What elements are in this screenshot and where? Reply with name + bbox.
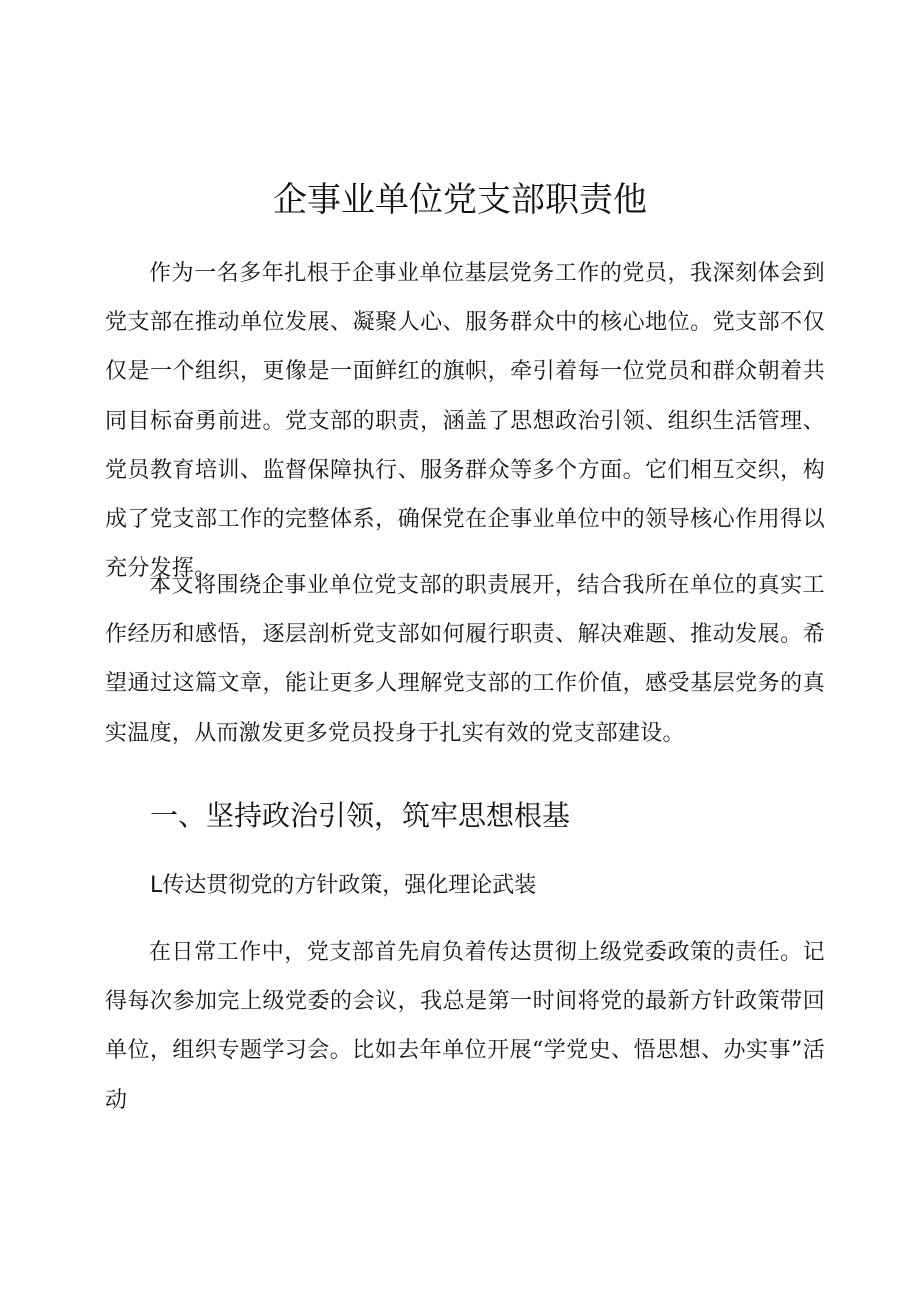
section-paragraph: 在日常工作中，党支部首先肩负着传达贯彻上级党委政策的责任。记得每次参加完上级党委的会议，我总是第一时间将党的最新方针政策带回单位，组织专题学习会。比如去年单位开展“学党史、悟思想、办实事”活动: [105, 940, 825, 1113]
intro-paragraph-1: 作为一名多年扎根于企事业单位基层党务工作的党员，我深刻体会到党支部在推动单位发展、凝聚人心、服务群众中的核心地位。党支部不仅仅是一个组织，更像是一面鲜红的旗帜，牵引着每一位党员和群众朝着共同目标奋勇前进。党支部的职责，涵盖了思想政治引领、组织生活管理、党员教育培训、监督保障执行、服务群众等多个方面。它们相互交织，构成了党支部工作的完整体系，确保党在企事业单位中的领导核心作用得以充分发挥。: [105, 261, 825, 582]
intro-paragraph-2: 本文将围绕企事业单位党支部的职责展开，结合我所在单位的真实工作经历和感悟，逐层剖析党支部如何履行职责、解决难题、推动发展。希望通过这篇文章，能让更多人理解党支部的工作价值，感受基层党务的真实温度，从而激发更多党员投身于扎实有效的党支部建设。: [105, 573, 825, 746]
subsection-heading: L传达贯彻党的方针政策，强化理论武装: [150, 873, 537, 898]
section-heading: 一、坚持政治引领，筑牢思想根基: [150, 799, 571, 832]
document-title: 企事业单位党支部职责他: [273, 180, 647, 220]
